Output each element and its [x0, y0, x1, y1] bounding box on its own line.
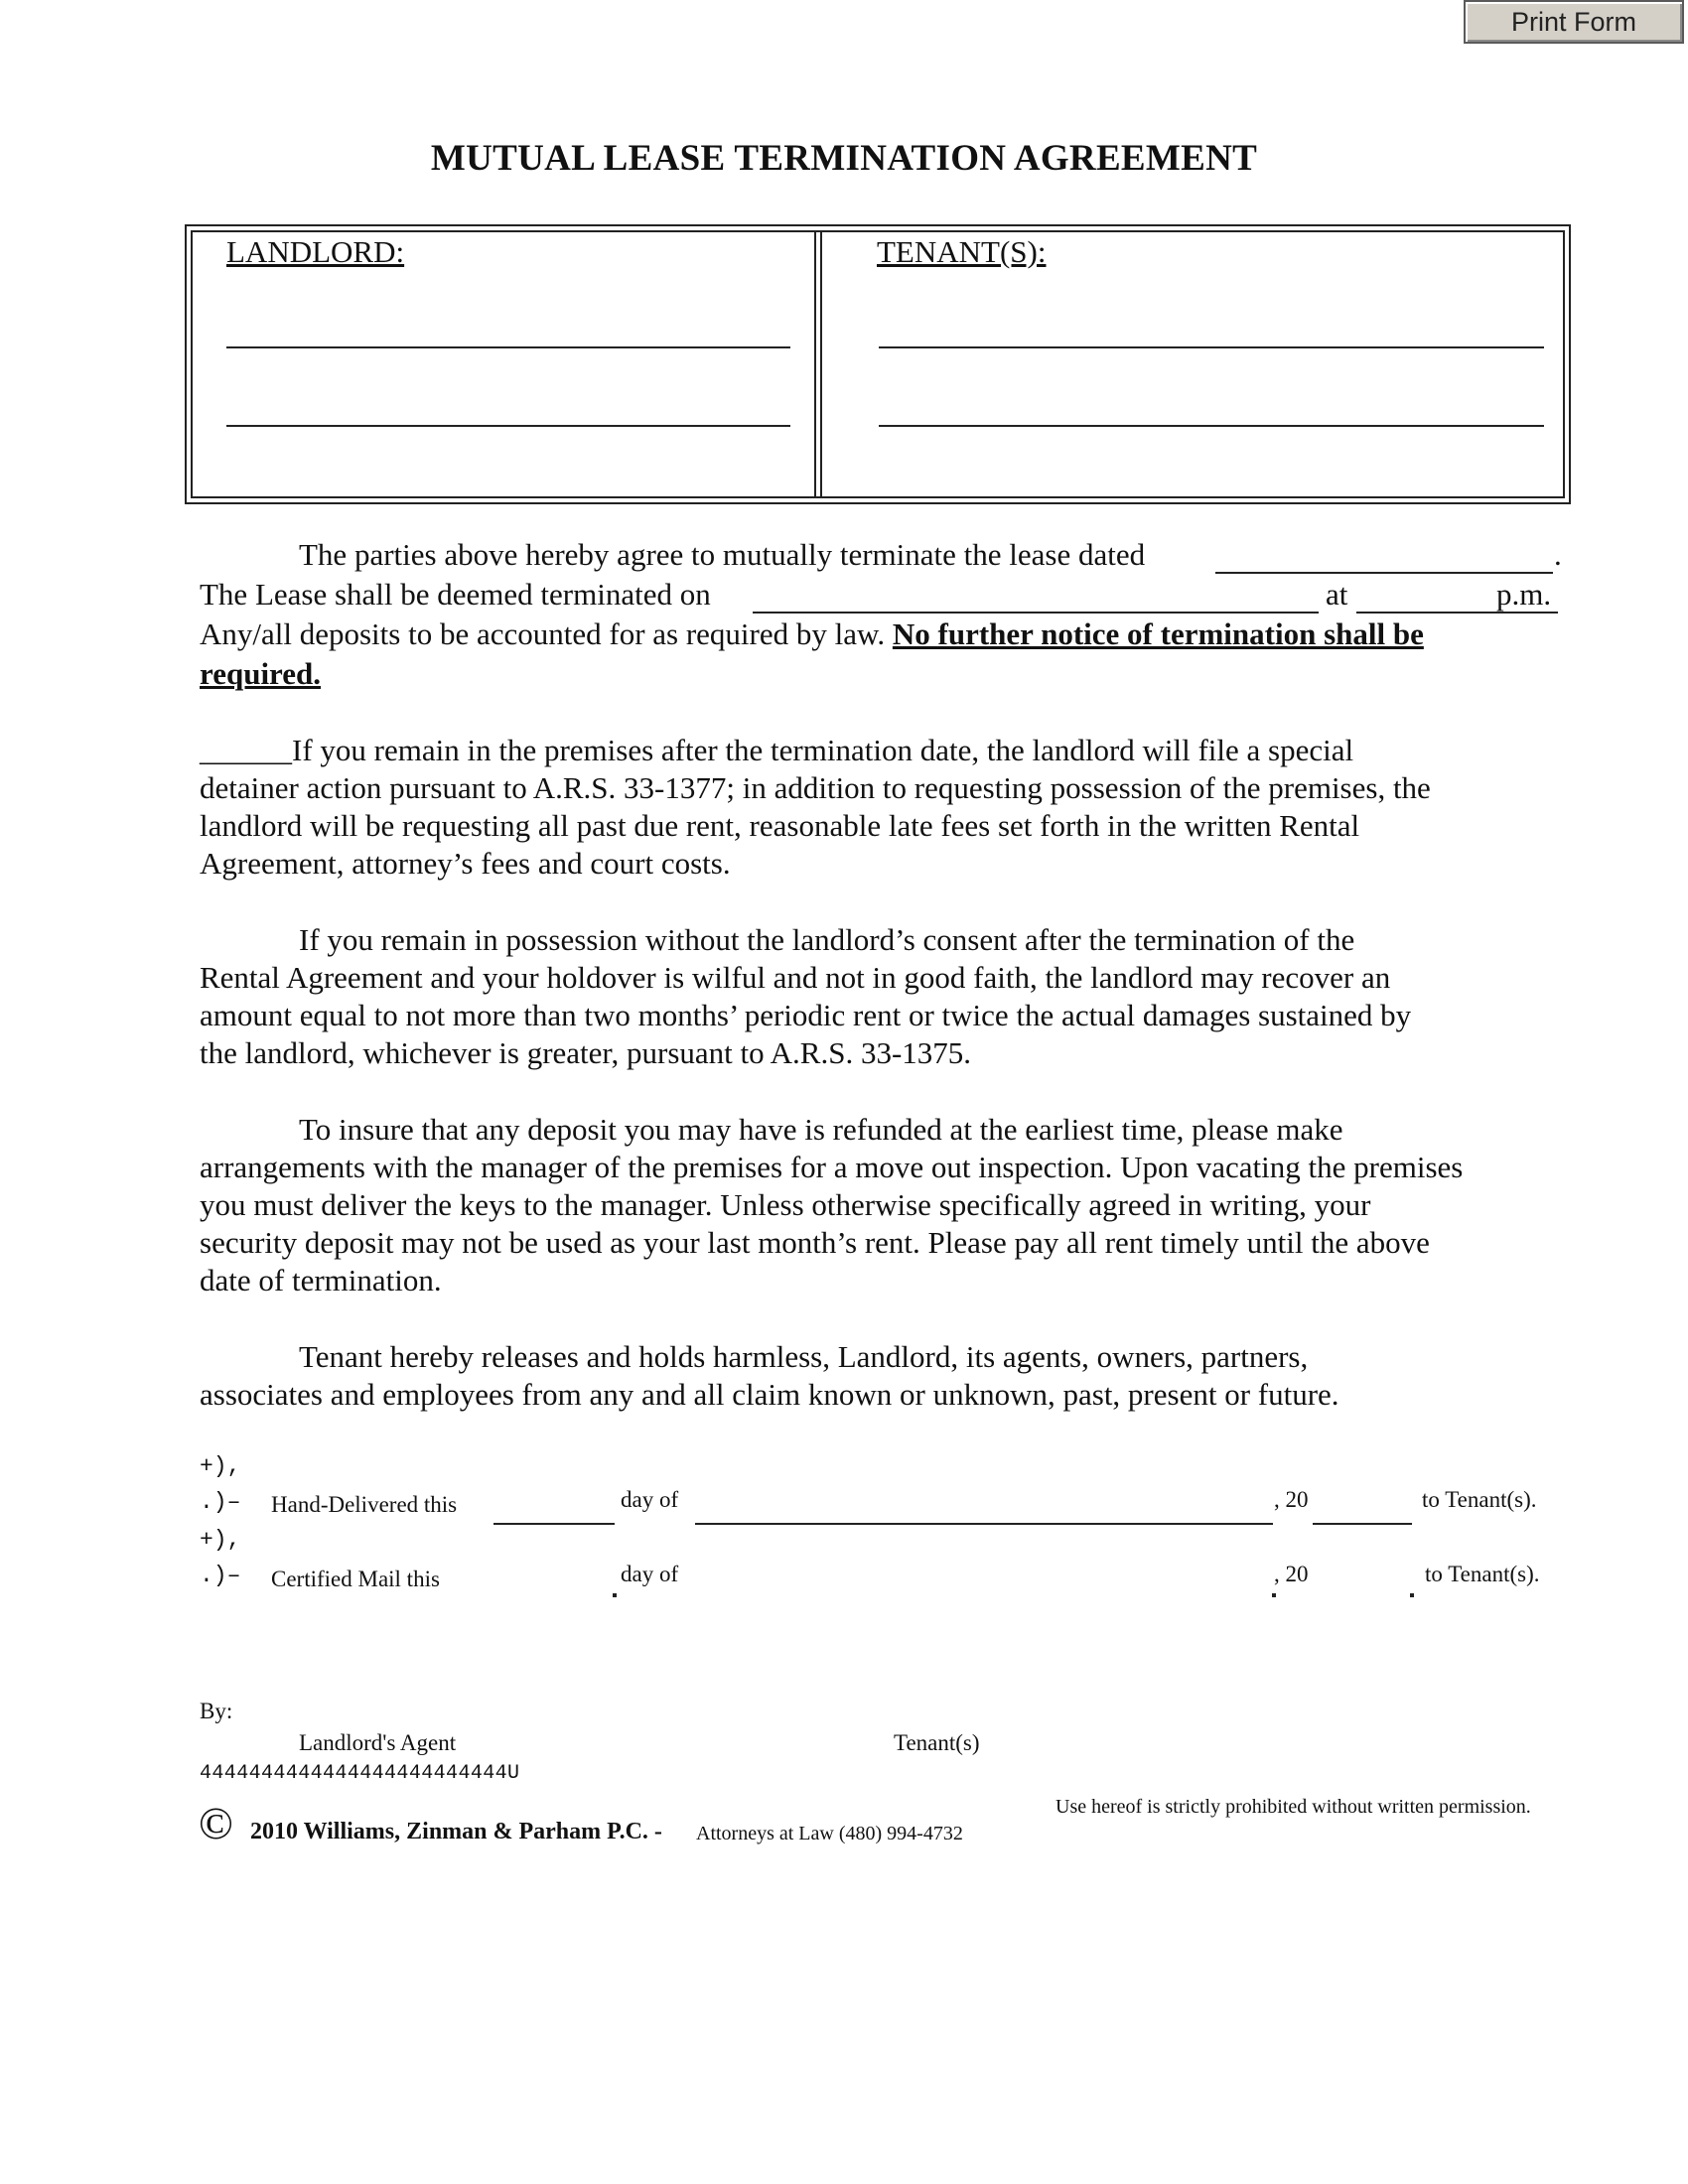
party-box-divider	[814, 230, 816, 498]
landlord-label: LANDLORD:	[226, 234, 405, 269]
mail-year-field-marker[interactable]	[1410, 1593, 1414, 1597]
by-label: By:	[200, 1699, 233, 1723]
para3-line2: Rental Agreement and your holdover is wilful and not in good faith, the landlord may recover an	[200, 960, 1391, 995]
para4-line2: arrangements with the manager of the premises for a move out inspection. Upon vacating the premises	[200, 1150, 1464, 1184]
document-title: MUTUAL LEASE TERMINATION AGREEMENT	[430, 138, 1258, 179]
holdover-damages-paragraph	[200, 921, 1560, 1072]
hand-delivered-checkbox-bottom[interactable]: .)–	[200, 1489, 241, 1515]
hand-delivered-day-field[interactable]	[493, 1523, 615, 1525]
para5-line1: Tenant hereby releases and holds harmless, Landlord, its agents, owners, partners,	[299, 1339, 1309, 1374]
para3-line4: the landlord, whichever is greater, pursuant to A.R.S. 33-1375.	[200, 1035, 972, 1070]
para3-line1: If you remain in possession without the landlord’s consent after the termination of the	[299, 922, 1355, 957]
para4-line3: you must deliver the keys to the manager. Unless otherwise specifically agreed in writing, your	[200, 1187, 1371, 1222]
hand-delivered-checkbox-top[interactable]: +),	[200, 1453, 241, 1479]
para2-line1: If you remain in the premises after the termination date, the landlord will file a special	[292, 733, 1354, 767]
hand-delivered-year-field[interactable]	[1313, 1523, 1412, 1525]
para2-line2: detainer action pursuant to A.R.S. 33-1377; in addition to requesting possession of the premises, the	[200, 770, 1431, 805]
tenant-name-field-2[interactable]	[879, 425, 1544, 427]
at-text: at	[1326, 577, 1348, 612]
usage-notice: Use hereof is strictly prohibited without written permission.	[1055, 1796, 1531, 1818]
no-further-notice-text: No further notice of termination shall be	[892, 616, 1424, 651]
mail-day-of-text: day of	[621, 1562, 679, 1586]
hand-delivered-month-field[interactable]	[695, 1523, 1273, 1525]
hand-day-of-text: day of	[621, 1487, 679, 1512]
mail-year-text: , 20	[1274, 1562, 1309, 1586]
period: .	[1554, 537, 1562, 572]
print-form-button[interactable]: Print Form	[1464, 0, 1684, 44]
para4-line1: To insure that any deposit you may have is refunded at the earliest time, please make	[299, 1112, 1343, 1147]
signature-line-glyphs: 4444444444444444444444444U	[200, 1762, 520, 1785]
terminated-on-text: The Lease shall be deemed terminated on	[200, 577, 711, 612]
party-box-inner-border	[191, 230, 1565, 498]
para4-line5: date of termination.	[200, 1263, 442, 1297]
tenant-label: TENANT(S):	[877, 234, 1047, 269]
certified-mail-checkbox-bottom[interactable]: .)–	[200, 1563, 241, 1588]
hand-year-text: , 20	[1274, 1487, 1309, 1512]
holdover-detainer-paragraph	[200, 732, 1560, 883]
certified-mail-label: Certified Mail this	[271, 1567, 440, 1591]
certified-mail-checkbox-top[interactable]: +),	[200, 1527, 241, 1553]
firm-name: 2010 Williams, Zinman & Parham P.C. -	[250, 1819, 662, 1844]
para4-line4: security deposit may not be used as your last month’s rent. Please pay all rent timely until the above	[200, 1225, 1430, 1260]
deposit-refund-paragraph	[200, 1111, 1560, 1299]
landlord-name-field-1[interactable]	[226, 346, 790, 348]
para2-line4: Agreement, attorney’s fees and court costs.	[200, 846, 731, 881]
termination-paragraph	[200, 536, 1560, 695]
deposits-text: Any/all deposits to be accounted for as required by law.	[200, 616, 886, 651]
release-paragraph	[200, 1338, 1560, 1414]
mail-day-field-marker[interactable]	[613, 1593, 617, 1597]
para2-line3: landlord will be requesting all past due rent, reasonable late fees set forth in the written Rental	[200, 808, 1360, 843]
copyright-icon: ©	[199, 1798, 233, 1848]
tenants-signature-label: Tenant(s)	[894, 1730, 980, 1755]
attorneys-contact: Attorneys at Law (480) 994-4732	[696, 1823, 963, 1844]
hand-to-tenants-text: to Tenant(s).	[1422, 1487, 1537, 1512]
initials-blank[interactable]: ______	[200, 733, 292, 767]
landlord-name-field-2[interactable]	[226, 425, 790, 427]
para5-line2: associates and employees from any and all claim known or unknown, past, present or future.	[200, 1377, 1339, 1412]
termination-date-field[interactable]	[753, 612, 1319, 614]
party-box-divider-inner	[820, 230, 822, 498]
mail-month-field-marker[interactable]	[1272, 1593, 1276, 1597]
lease-dated-text: The parties above hereby agree to mutually terminate the lease dated	[299, 537, 1146, 572]
lease-date-field[interactable]	[1215, 572, 1553, 574]
tenant-name-field-1[interactable]	[879, 346, 1544, 348]
landlords-agent-label: Landlord's Agent	[299, 1730, 457, 1755]
hand-delivered-label: Hand-Delivered this	[271, 1492, 458, 1517]
para3-line3: amount equal to not more than two months’ periodic rent or twice the actual damages sustained by	[200, 998, 1412, 1032]
pm-text: p.m.	[1496, 577, 1552, 612]
mail-to-tenants-text: to Tenant(s).	[1425, 1562, 1540, 1586]
required-text: required.	[200, 656, 322, 691]
